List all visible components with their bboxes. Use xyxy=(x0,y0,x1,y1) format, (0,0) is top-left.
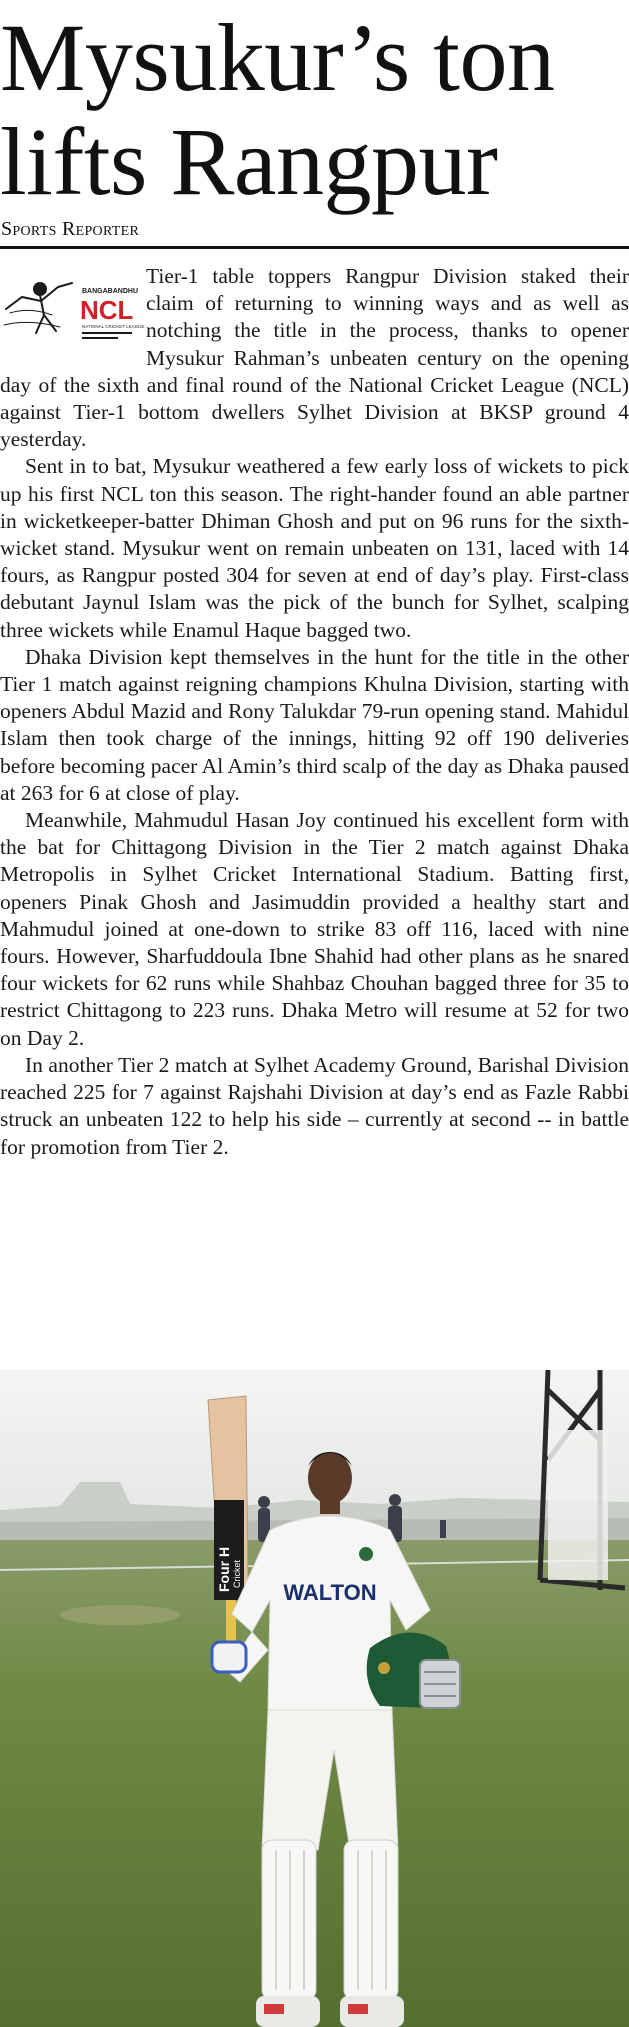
logo-top-text: BANGABANDHU xyxy=(82,288,138,295)
shirt-sponsor: WALTON xyxy=(283,1580,377,1605)
paragraph: Sent in to bat, Mysukur weathered a few early loss of wickets to pick up his first NCL ton this season. The right-hander found an able partner in wicketkeeper-batter Dhiman Ghosh and put on 96 runs for the sixth-wicket stand. Mysukur went on remain unbeaten on 131, laced with 14 fours, as Rangpur posted 304 for seven at end of day’s play. First-class debutant Jaynul Islam was the pick of the bunch for Sylhet, scalping three wickets while Enamul Haque bagged two. xyxy=(0,454,629,642)
ncl-logo xyxy=(0,267,145,349)
player-photo xyxy=(0,1370,629,2027)
bat-sub: Cricket xyxy=(232,1559,242,1588)
byline: Sports Reporter xyxy=(1,218,140,240)
paragraph: Tier-1 table toppers Rangpur Division staked their claim of returning to winning ways and as well as notching the title in the process, thanks to opener Mysukur Rahman’s unbeaten century on the opening day of the sixth and final round of the National Cricket League (NCL) against Tier-1 bottom dwellers Sylhet Division at BKSP ground 4 yesterday. xyxy=(0,264,629,452)
headline: Mysukur’s ton lifts Rangpur xyxy=(0,4,555,215)
article-body xyxy=(0,263,629,1161)
paragraph: Dhaka Division kept themselves in the hunt for the title in the other Tier 1 match against reigning champions Khulna Division, starting with openers Abdul Mazid and Rony Talukdar 79-run opening stand. Mahidul Islam then took charge of the innings, hitting 92 off 190 deliveries before becoming pacer Al Amin’s third scalp of the day as Dhaka paused at 263 for 6 at close of play. xyxy=(0,644,629,805)
paragraph: In another Tier 2 match at Sylhet Academy Ground, Barishal Division reached 225 for 7 against Rajshahi Division at day’s end as Fazle Rabbi struck an unbeaten 122 to help his side – currently at second -- in battle for promotion from Tier 2. xyxy=(0,1052,629,1159)
bat-brand: Four H xyxy=(216,1546,232,1592)
paragraph: Meanwhile, Mahmudul Hasan Joy continued his excellent form with the bat for Chittagong Division in the Tier 2 match against Dhaka Metropolis in Sylhet Cricket International Stadium. Batting first, openers Pinak Ghosh and Jasimuddin provided a healthy start and Mahmudul joined at one-down to strike 83 off 116, laced with nine fours. However, Sharfuddoula Ibne Shahid had other plans as he snared four wickets for 62 runs while Shahbaz Chouhan bagged three for 35 to restrict Chittagong to 223 runs. Dhaka Metro will resume at 52 for two on Day 2. xyxy=(0,808,629,1050)
headline-rule xyxy=(0,246,629,249)
logo-ncl-text: NCL xyxy=(80,295,134,325)
batsman-logo-icon xyxy=(4,283,72,333)
logo-sub-text: NATIONAL CRICKET LEAGUE xyxy=(82,324,145,329)
